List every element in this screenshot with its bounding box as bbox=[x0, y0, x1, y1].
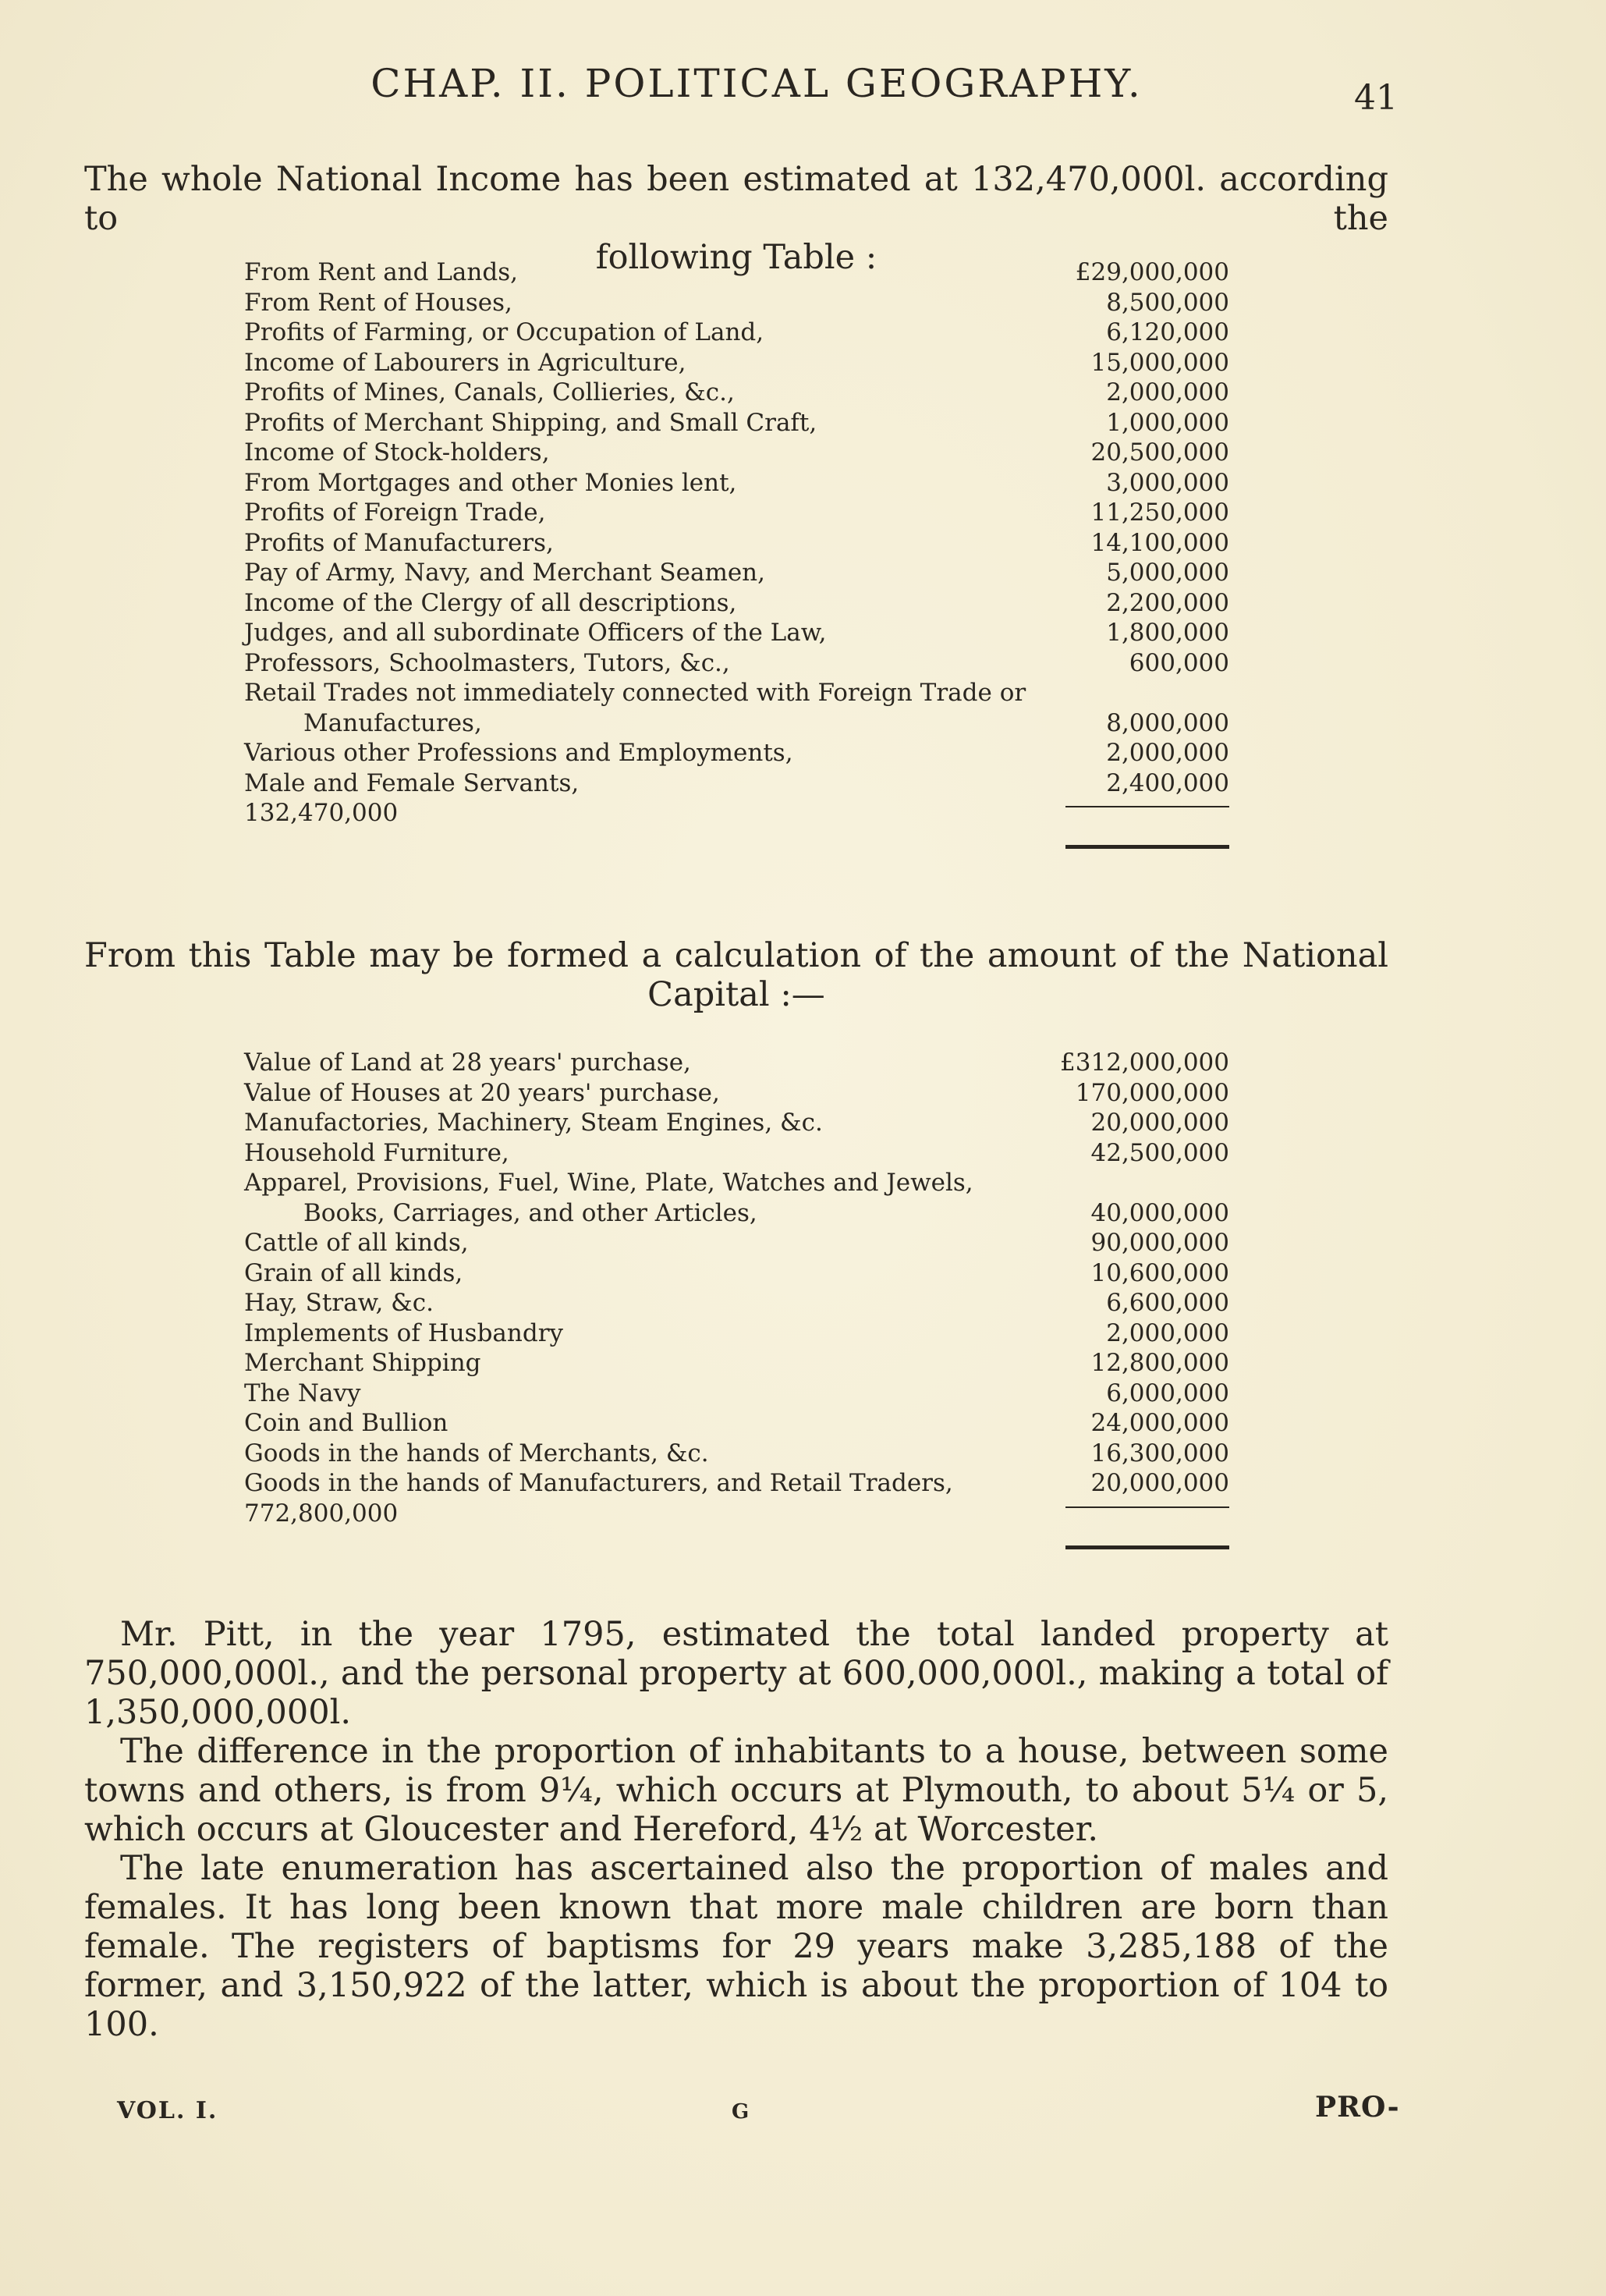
capital-intro-line2: Capital :— bbox=[647, 975, 825, 1014]
income-value: 14,100,000 bbox=[1090, 528, 1229, 557]
capital-label: Value of Houses at 20 years' purchase, bbox=[244, 1078, 720, 1107]
income-label: Profits of Merchant Shipping, and Small Craft, bbox=[244, 408, 817, 437]
capital-value: 42,500,000 bbox=[1090, 1138, 1229, 1167]
capital-label: Value of Land at 28 years' purchase, bbox=[244, 1049, 691, 1077]
signature-mark: G bbox=[732, 2100, 750, 2124]
income-row bbox=[244, 528, 1229, 559]
capital-value: 6,000,000 bbox=[1106, 1379, 1229, 1407]
capital-label: Apparel, Provisions, Fuel, Wine, Plate, Watches and Jewels, bbox=[244, 1169, 973, 1197]
income-row bbox=[244, 618, 1229, 648]
capital-value: 90,000,000 bbox=[1090, 1229, 1229, 1257]
capital-label: Coin and Bullion bbox=[244, 1409, 448, 1437]
income-row bbox=[244, 678, 1229, 708]
income-value: 2,000,000 bbox=[1106, 378, 1229, 406]
income-label: Profits of Foreign Trade, bbox=[244, 499, 546, 527]
income-row bbox=[244, 438, 1229, 468]
capital-row bbox=[244, 1288, 1229, 1318]
capital-row bbox=[244, 1348, 1229, 1379]
capital-value: 170,000,000 bbox=[1075, 1078, 1229, 1107]
capital-total-rule-top bbox=[1065, 1506, 1229, 1508]
income-row bbox=[244, 378, 1229, 408]
capital-row bbox=[244, 1318, 1229, 1349]
volume-marker: VOL. I. bbox=[117, 2097, 218, 2124]
capital-row bbox=[244, 1228, 1229, 1258]
income-row bbox=[244, 348, 1229, 378]
income-label: From Rent of Houses, bbox=[244, 288, 512, 317]
income-value: 2,400,000 bbox=[1106, 768, 1229, 797]
income-label: From Mortgages and other Monies lent, bbox=[244, 468, 737, 497]
income-row bbox=[244, 708, 1229, 739]
capital-row bbox=[244, 1379, 1229, 1409]
income-row bbox=[244, 468, 1229, 499]
income-value: 600,000 bbox=[1129, 648, 1229, 677]
page-number: 41 bbox=[1354, 78, 1398, 118]
income-value: 8,000,000 bbox=[1106, 708, 1229, 737]
income-row bbox=[244, 408, 1229, 438]
capital-row bbox=[244, 1258, 1229, 1289]
capital-intro-line1: From this Table may be formed a calculation of the amount of the National bbox=[84, 936, 1388, 975]
capital-label: The Navy bbox=[244, 1379, 361, 1407]
capital-label: Implements of Husbandry bbox=[244, 1318, 564, 1347]
body-text bbox=[84, 1615, 1388, 2044]
running-head: CHAP. II. POLITICAL GEOGRAPHY. bbox=[370, 61, 1143, 106]
income-row bbox=[244, 288, 1229, 318]
capital-total-rule-bottom bbox=[1065, 1545, 1229, 1549]
income-value: 2,000,000 bbox=[1106, 739, 1229, 767]
income-row bbox=[244, 318, 1229, 348]
capital-row bbox=[244, 1168, 1229, 1198]
income-value: 20,500,000 bbox=[1090, 438, 1229, 467]
capital-label: Goods in the hands of Merchants, &c. bbox=[244, 1439, 709, 1467]
capital-label: Grain of all kinds, bbox=[244, 1258, 463, 1287]
income-value: 2,200,000 bbox=[1106, 588, 1229, 617]
capital-row bbox=[244, 1138, 1229, 1169]
capital-row bbox=[244, 1048, 1229, 1078]
income-label: Income of Stock-holders, bbox=[244, 438, 550, 467]
income-label: From Rent and Lands, bbox=[244, 258, 518, 286]
capital-value: 2,000,000 bbox=[1106, 1318, 1229, 1347]
income-label: Professors, Schoolmasters, Tutors, &c., bbox=[244, 648, 730, 677]
income-label: Profits of Manufacturers, bbox=[244, 528, 554, 557]
income-label: Income of Labourers in Agriculture, bbox=[244, 348, 686, 377]
income-label: Profits of Mines, Canals, Collieries, &c., bbox=[244, 378, 735, 406]
income-row bbox=[244, 768, 1229, 799]
income-label: Male and Female Servants, bbox=[244, 768, 580, 797]
capital-value: £312,000,000 bbox=[1060, 1049, 1229, 1077]
income-total-rule-bottom bbox=[1065, 845, 1229, 849]
capital-value: 40,000,000 bbox=[1090, 1198, 1229, 1227]
capital-label: Merchant Shipping bbox=[244, 1349, 481, 1377]
income-intro-line1: The whole National Income has been estimated at 132,470,000l. according to the bbox=[84, 160, 1388, 238]
income-table bbox=[244, 257, 1229, 843]
income-value: 11,250,000 bbox=[1090, 499, 1229, 527]
income-total-value: 132,470,000 bbox=[244, 799, 399, 827]
capital-value: 20,000,000 bbox=[1090, 1109, 1229, 1137]
income-intro-line2: following Table : bbox=[595, 238, 877, 277]
income-total-row bbox=[244, 798, 1229, 843]
income-value: 15,000,000 bbox=[1090, 348, 1229, 377]
capital-row bbox=[244, 1408, 1229, 1439]
income-value: 1,800,000 bbox=[1106, 619, 1229, 647]
income-value: 6,120,000 bbox=[1106, 318, 1229, 346]
paragraph-pitt: Mr. Pitt, in the year 1795, estimated the total landed property at 750,000,000l., and the personal property at 600,000,000l., making a total of 1,350,000,000l. bbox=[84, 1615, 1388, 1732]
capital-value: 12,800,000 bbox=[1090, 1349, 1229, 1377]
income-label: Various other Professions and Employments, bbox=[244, 739, 793, 767]
capital-table bbox=[244, 1048, 1229, 1544]
capital-label: Goods in the hands of Manufacturers, and Retail Traders, bbox=[244, 1469, 953, 1497]
income-row bbox=[244, 257, 1229, 288]
capital-label: Manufactories, Machinery, Steam Engines, &c. bbox=[244, 1109, 823, 1137]
capital-label: Hay, Straw, &c. bbox=[244, 1289, 434, 1317]
capital-row bbox=[244, 1198, 1229, 1229]
capital-row bbox=[244, 1439, 1229, 1469]
income-row bbox=[244, 498, 1229, 528]
income-value: 1,000,000 bbox=[1106, 408, 1229, 437]
capital-value: 6,600,000 bbox=[1106, 1289, 1229, 1317]
capital-row bbox=[244, 1468, 1229, 1499]
capital-total-value: 772,800,000 bbox=[244, 1499, 399, 1528]
income-label: Retail Trades not immediately connected with Foreign Trade or bbox=[244, 679, 1026, 707]
capital-total-row bbox=[244, 1499, 1229, 1544]
income-total-rule-top bbox=[1065, 806, 1229, 807]
income-label: Judges, and all subordinate Officers of the Law, bbox=[244, 619, 827, 647]
capital-value: 24,000,000 bbox=[1090, 1409, 1229, 1437]
capital-value: 16,300,000 bbox=[1090, 1439, 1229, 1467]
catchword: PRO- bbox=[1315, 2091, 1400, 2124]
income-label: Income of the Clergy of all descriptions, bbox=[244, 588, 737, 617]
income-label: Profits of Farming, or Occupation of Land, bbox=[244, 318, 764, 346]
paragraph-inhabitants: The difference in the proportion of inhabitants to a house, between some towns and others, is from 9¼, which occurs at Plymouth, to about 5¼ or 5, which occurs at Gloucester and Hereford, 4½ at Worcester. bbox=[84, 1732, 1388, 1849]
income-row bbox=[244, 738, 1229, 768]
income-value: 8,500,000 bbox=[1106, 288, 1229, 317]
income-value: 5,000,000 bbox=[1106, 559, 1229, 587]
capital-label: Household Furniture, bbox=[244, 1138, 509, 1167]
capital-row bbox=[244, 1108, 1229, 1138]
capital-value: 20,000,000 bbox=[1090, 1469, 1229, 1497]
capital-label: Books, Carriages, and other Articles, bbox=[303, 1198, 757, 1227]
capital-label: Cattle of all kinds, bbox=[244, 1229, 469, 1257]
income-label: Manufactures, bbox=[303, 708, 482, 737]
capital-value: 10,600,000 bbox=[1090, 1258, 1229, 1287]
income-value: £29,000,000 bbox=[1075, 258, 1229, 286]
capital-intro bbox=[84, 936, 1388, 1014]
income-row bbox=[244, 558, 1229, 588]
income-label: Pay of Army, Navy, and Merchant Seamen, bbox=[244, 559, 765, 587]
income-row bbox=[244, 588, 1229, 619]
income-row bbox=[244, 648, 1229, 679]
capital-row bbox=[244, 1078, 1229, 1109]
paragraph-enumeration: The late enumeration has ascertained also the proportion of males and females. It has long been known that more male children are born than female. The registers of baptisms for 29 years make 3,285,188 of the former, and 3,150,922 of the latter, which is about the proportion of 104 to 100. bbox=[84, 1849, 1388, 2044]
income-value: 3,000,000 bbox=[1106, 468, 1229, 497]
